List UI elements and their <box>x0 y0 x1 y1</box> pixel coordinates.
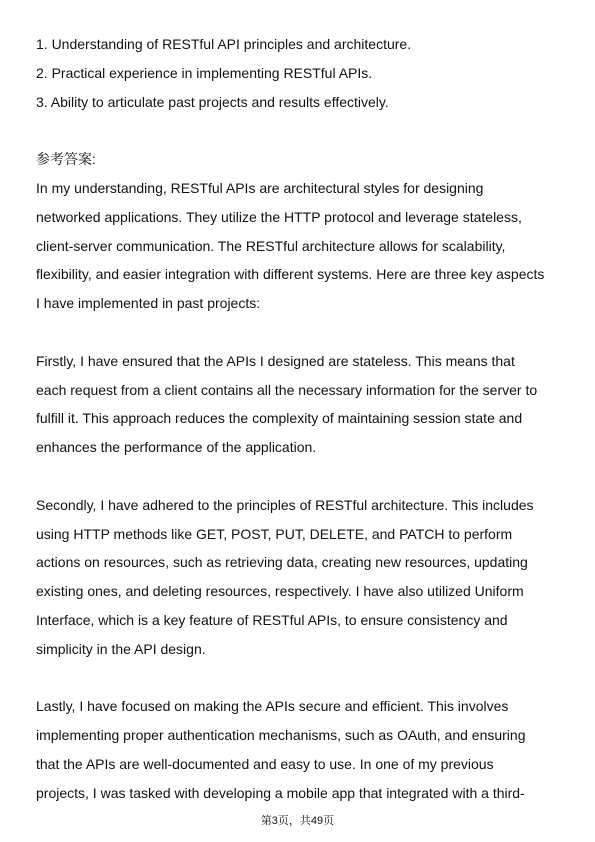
paragraph-line: Interface, which is a key feature of RESTful APIs, to ensure consistency and <box>36 611 508 628</box>
paragraph-secondly <box>36 491 566 664</box>
paragraph-line: client-server communication. The RESTful architecture allows for scalability, <box>36 237 506 254</box>
paragraph-line: existing ones, and deleting resources, respectively. I have also utilized Uniform <box>36 583 524 600</box>
paragraph-line: flexibility, and easier integration with different systems. Here are three key aspects <box>36 266 545 283</box>
paragraph-line: networked applications. They utilize the HTTP protocol and leverage stateless, <box>36 208 522 225</box>
paragraph-line: projects, I was tasked with developing a mobile app that integrated with a third- <box>36 784 525 801</box>
paragraph-line: enhances the performance of the application. <box>36 439 317 456</box>
paragraph-intro <box>36 174 566 318</box>
evaluation-point: 2. Practical experience in implementing RESTful APIs. <box>36 64 373 81</box>
paragraph-line: implementing proper authentication mechanisms, such as OAuth, and ensuring <box>36 727 526 744</box>
evaluation-point: 1. Understanding of RESTful API principles and architecture. <box>36 36 412 52</box>
spacer <box>36 318 566 347</box>
paragraph-line: I have implemented in past projects: <box>36 295 261 312</box>
answer-heading: 参考答案: <box>36 151 96 168</box>
paragraph-line: each request from a client contains all the necessary information for the server to <box>36 381 538 398</box>
paragraph-line: using HTTP methods like GET, POST, PUT, DELETE, and PATCH to perform <box>36 525 513 542</box>
paragraph-line: Lastly, I have focused on making the APIs secure and efficient. This involves <box>36 698 509 715</box>
spacer <box>36 664 566 693</box>
paragraph-line: simplicity in the API design. <box>36 640 206 657</box>
spacer <box>36 116 566 145</box>
paragraph-line: actions on resources, such as retrieving data, creating new resources, updating <box>36 554 528 571</box>
paragraph-lastly <box>36 692 566 807</box>
paragraph-line: Secondly, I have adhered to the principles of RESTful architecture. This includes <box>36 496 534 513</box>
spacer <box>36 462 566 491</box>
paragraph-line: fulfill it. This approach reduces the complexity of maintaining session state and <box>36 410 523 427</box>
paragraph-line: Firstly, I have ensured that the APIs I designed are stateless. This means that <box>36 352 515 369</box>
paragraph-firstly <box>36 347 566 462</box>
evaluation-point: 3. Ability to articulate past projects and results effectively. <box>36 93 389 110</box>
page-footer <box>0 812 595 828</box>
document-body <box>36 30 566 808</box>
page-number: 第3页，共49页 <box>260 815 335 827</box>
paragraph-line: In my understanding, RESTful APIs are architectural styles for designing <box>36 179 484 196</box>
paragraph-line: that the APIs are well-documented and easy to use. In one of my previous <box>36 755 494 772</box>
evaluation-points-list <box>36 30 566 116</box>
